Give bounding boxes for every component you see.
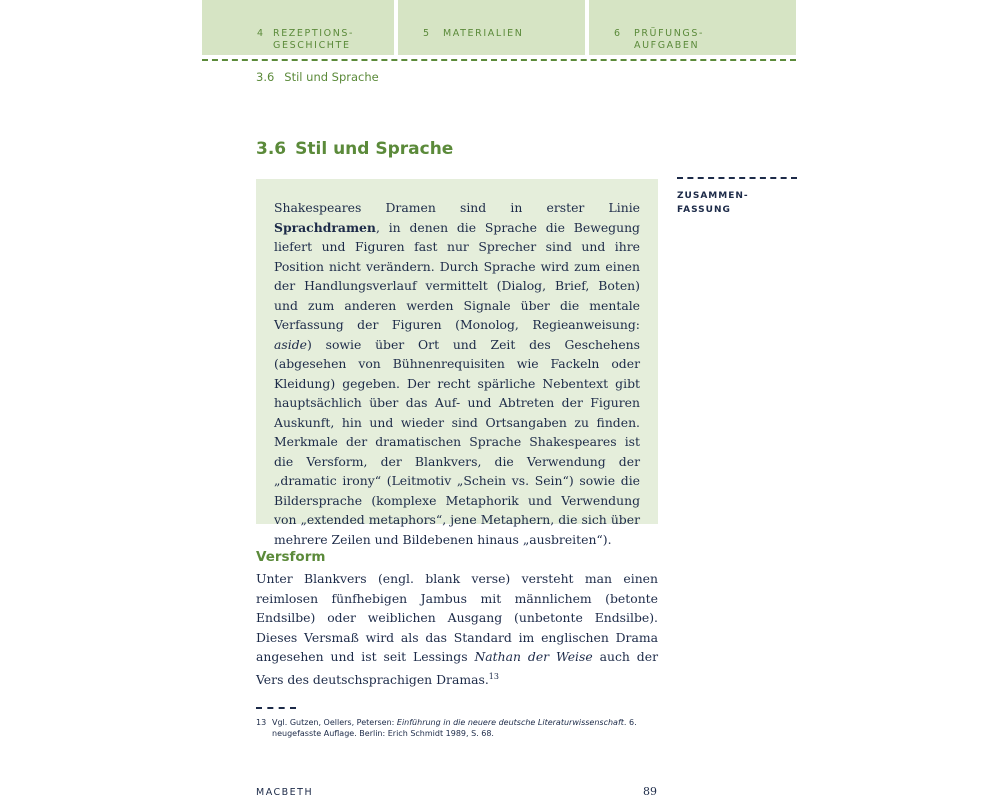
running-header (256, 70, 379, 84)
footnote-number: 13 (256, 718, 267, 727)
tab-materialien[interactable] (398, 0, 585, 55)
tab-label: PRÜFUNGS- AUFGABEN (634, 28, 705, 51)
tab-pruefungsaufgaben[interactable] (589, 0, 796, 55)
subsection-heading: Versform (256, 549, 326, 565)
margin-label: ZUSAMMEN- FASSUNG (677, 191, 749, 215)
tab-number: 4 (257, 28, 265, 39)
section-number: 3.6 (256, 139, 287, 159)
chapter-tabs (202, 0, 796, 56)
section-heading (256, 139, 453, 159)
tab-number: 5 (423, 28, 431, 39)
running-header-title: Stil und Sprache (284, 70, 379, 84)
section-title: Stil und Sprache (295, 139, 454, 159)
margin-dashed-rule (677, 177, 797, 179)
header-dashed-rule (202, 59, 796, 61)
footnote-rule (256, 707, 296, 709)
footer-title: MACBETH (256, 787, 314, 798)
footnote (256, 717, 658, 739)
summary-text: Shakespeares Dramen sind in erster Linie Sprachdramen, in denen die Sprache die Bewegung liefert und Figuren fast nur Sprecher sind und ihre Position nicht verändern. Durch Sprache wird zum einen der Handlungsverlauf vermittelt (Dialog, Brief, Boten) und zum anderen werden Signale über die mentale Verfassung der Figuren (Monolog, Regieanweisung: aside) sowie über Ort und Zeit des Geschehens (abgesehen von Bühnenrequisiten wie Fackeln oder Kleidung) gegeben. Der recht spärliche Nebentext gibt hauptsächlich über das Auf- und Abtreten der Figuren Auskunft, hin und wieder sind Ortsangaben zu finden. Merkmale der dramatischen Sprache Shakespeares ist die Versform, der Blankvers, die Verwendung der „dramatic irony“ (Leitmotiv „Schein vs. Sein“) sowie die Bildersprache (komplexe Metaphorik und Verwendung von „extended metaphors“, jene Metaphern, die sich über mehrere Zeilen und Bildebenen hinaus „ausbreiten“). (274, 200, 640, 547)
footnote-text: Vgl. Gutzen, Oellers, Petersen: Einführung in die neuere deutsche Literaturwissenschaft. 6. neugefasste Auflage. Berlin: Erich Schmidt 1989, S. 68. (272, 718, 637, 738)
running-header-number: 3.6 (256, 70, 275, 84)
tab-rezeptionsgeschichte[interactable] (202, 0, 394, 55)
page-number: 89 (643, 785, 657, 798)
tab-label: REZEPTIONS- GESCHICHTE (273, 28, 355, 51)
tab-label: MATERIALIEN (443, 28, 524, 39)
body-paragraph: Unter Blankvers (engl. blank verse) versteht man einen reimlosen fünfhebigen Jambus mit männlichem (betonte Endsilbe) oder weiblichen Ausgang (unbetonte Endsilbe). Dieses Versmaß wird als das Standard im englischen Drama angesehen und ist seit Lessings Nathan der Weise auch der Vers des deutschsprachigen Dramas.$^{13}$ (256, 571, 658, 687)
footnote-ref[interactable]: 13 (488, 671, 499, 681)
summary-box (256, 179, 658, 547)
tab-number: 6 (614, 28, 622, 39)
